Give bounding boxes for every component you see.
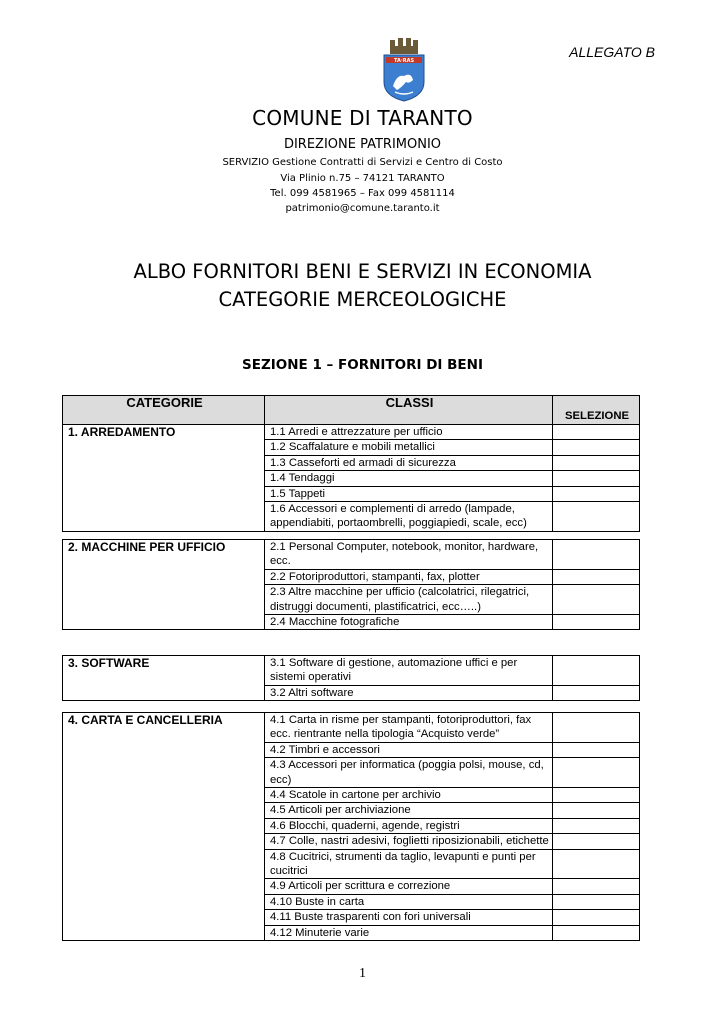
email-address: patrimonio@comune.taranto.it: [285, 203, 440, 214]
header-selezione: SELEZIONE: [553, 396, 640, 425]
selection-cell[interactable]: [553, 849, 640, 879]
category-table-software: [62, 655, 640, 701]
class-cell: 1.4 Tendaggi: [265, 471, 553, 486]
section-title: SEZIONE 1 – FORNITORI DI BENI: [242, 357, 483, 373]
svg-text:TA·RAS: TA·RAS: [393, 58, 415, 64]
address-line: Via Plinio n.75 – 74121 TARANTO: [280, 173, 445, 184]
table-header: [62, 395, 640, 425]
selection-cell[interactable]: [553, 803, 640, 818]
class-cell: 4.7 Colle, nastri adesivi, foglietti riposizionabili, etichette: [265, 834, 553, 849]
class-cell: 4.11 Buste trasparenti con fori universali: [265, 910, 553, 925]
class-cell: 1.5 Tappeti: [265, 486, 553, 501]
category-cell: 1. ARREDAMENTO: [63, 425, 265, 532]
selection-cell[interactable]: [553, 925, 640, 940]
class-cell: 4.5 Articoli per archiviazione: [265, 803, 553, 818]
selection-cell[interactable]: [553, 685, 640, 700]
annex-label: ALLEGATO B: [569, 44, 655, 60]
class-cell: 4.4 Scatole in cartone per archivio: [265, 788, 553, 803]
selection-cell[interactable]: [553, 502, 640, 532]
class-cell: 1.6 Accessori e complementi di arredo (lampade, appendiabiti, portaombrelli, poggiapiedi, scale, ecc): [265, 502, 553, 532]
class-cell: 2.1 Personal Computer, notebook, monitor, hardware, ecc.: [265, 540, 553, 570]
page-number: 1: [359, 966, 366, 981]
class-cell: 4.2 Timbri e accessori: [265, 742, 553, 757]
selection-cell[interactable]: [553, 540, 640, 570]
class-cell: 4.12 Minuterie varie: [265, 925, 553, 940]
class-cell: 4.1 Carta in risme per stampanti, fotoriproduttori, fax ecc. rientrante nella tipologia “Acquisto verde”: [265, 713, 553, 743]
class-cell: 1.2 Scaffalature e mobili metallici: [265, 440, 553, 455]
document-title-line-2: CATEGORIE MERCEOLOGICHE: [218, 288, 507, 311]
selection-cell[interactable]: [553, 486, 640, 501]
document-title-line-1: ALBO FORNITORI BENI E SERVIZI IN ECONOMIA: [133, 260, 592, 283]
selection-cell[interactable]: [553, 615, 640, 630]
category-table-macchine: [62, 539, 640, 630]
selection-cell[interactable]: [553, 425, 640, 440]
class-cell: 1.1 Arredi e attrezzature per ufficio: [265, 425, 553, 440]
city-crest-logo: [381, 38, 427, 102]
class-cell: 1.3 Casseforti ed armadi di sicurezza: [265, 455, 553, 470]
class-cell: 4.6 Blocchi, quaderni, agende, registri: [265, 818, 553, 833]
class-cell: 2.3 Altre macchine per ufficio (calcolatrici, rilegatrici, distruggi documenti, plastificatrici, ecc…..): [265, 585, 553, 615]
class-cell: 3.2 Altri software: [265, 685, 553, 700]
selection-cell[interactable]: [553, 569, 640, 584]
selection-cell[interactable]: [553, 894, 640, 909]
class-cell: 4.8 Cucitrici, strumenti da taglio, levapunti e punti per cucitrici: [265, 849, 553, 879]
selection-cell[interactable]: [553, 656, 640, 686]
service-name: SERVIZIO Gestione Contratti di Servizi e Centro di Costo: [222, 157, 503, 168]
header-categorie: CATEGORIE: [63, 396, 265, 425]
class-cell: 2.4 Macchine fotografiche: [265, 615, 553, 630]
document-title: [0, 258, 725, 314]
municipality-title: COMUNE DI TARANTO: [252, 106, 473, 130]
selection-cell[interactable]: [553, 713, 640, 743]
selection-cell[interactable]: [553, 585, 640, 615]
selection-cell[interactable]: [553, 742, 640, 757]
selection-cell[interactable]: [553, 471, 640, 486]
class-cell: 3.1 Software di gestione, automazione uffici e per sistemi operativi: [265, 656, 553, 686]
selection-cell[interactable]: [553, 818, 640, 833]
class-cell: 4.9 Articoli per scrittura e correzione: [265, 879, 553, 894]
selection-cell[interactable]: [553, 758, 640, 788]
selection-cell[interactable]: [553, 440, 640, 455]
selection-cell[interactable]: [553, 879, 640, 894]
class-cell: 4.3 Accessori per informatica (poggia polsi, mouse, cd, ecc): [265, 758, 553, 788]
category-cell: 2. MACCHINE PER UFFICIO: [63, 540, 265, 630]
class-cell: 2.2 Fotoriproduttori, stampanti, fax, plotter: [265, 569, 553, 584]
category-table-cancelleria: [62, 712, 640, 941]
selection-cell[interactable]: [553, 910, 640, 925]
phone-fax-line: Tel. 099 4581965 – Fax 099 4581114: [270, 188, 455, 199]
header-classi: CLASSI: [265, 396, 553, 425]
selection-cell[interactable]: [553, 834, 640, 849]
selection-cell[interactable]: [553, 455, 640, 470]
direction-name: DIREZIONE PATRIMONIO: [283, 137, 442, 152]
category-cell: 4. CARTA E CANCELLERIA: [63, 713, 265, 941]
class-cell: 4.10 Buste in carta: [265, 894, 553, 909]
category-table-arredamento: [62, 424, 640, 532]
category-cell: 3. SOFTWARE: [63, 656, 265, 701]
selection-cell[interactable]: [553, 788, 640, 803]
